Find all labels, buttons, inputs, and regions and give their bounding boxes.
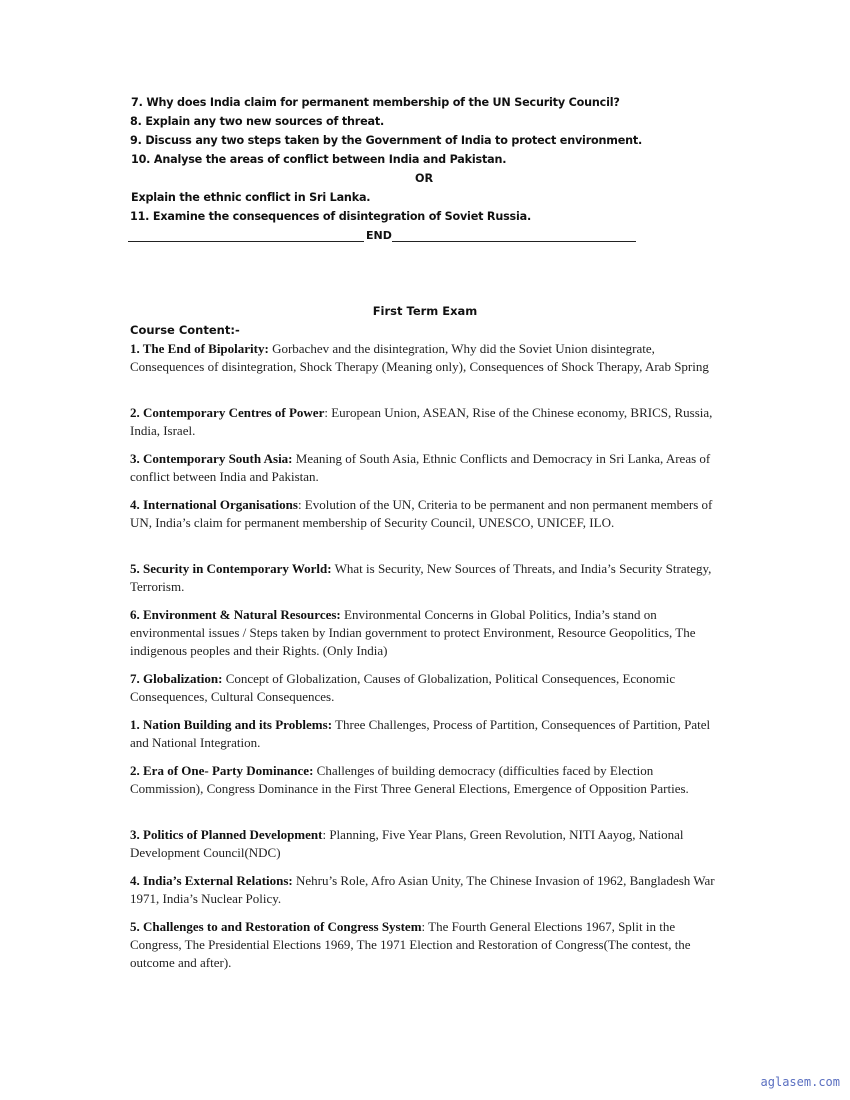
topic-title: 2. Era of One- Party Dominance: <box>130 763 314 778</box>
question-10: 10. Analyse the areas of conflict between India and Pakistan. <box>131 153 507 166</box>
or-separator: OR <box>415 172 434 185</box>
topic-text: Three Challenges, Process of Partition, Consequences of Partition, Patel and National Integration. <box>130 717 711 750</box>
topic-congress-system <box>130 918 720 972</box>
topic-text: What is Security, New Sources of Threats, and India’s Security Strategy, Terrorism. <box>130 561 712 594</box>
topic-one-party-dominance <box>130 762 720 798</box>
end-marker: END <box>366 229 392 242</box>
topic-text: Concept of Globalization, Causes of Globalization, Political Consequences, Economic Consequences, Cultural Consequences. <box>130 671 676 704</box>
topic-text: Environmental Concerns in Global Politics, India’s stand on environmental issues / Steps taken by Indian government to protect Environment, Resource Geopolitics, The indigenous peoples and their Rights. (Only India) <box>130 607 696 658</box>
topic-text: : Evolution of the UN, Criteria to be permanent and non permanent members of UN, India’s claim for permanent membership of Security Council, UNESCO, UNICEF, ILO. <box>130 497 713 530</box>
topic-nation-building <box>130 716 720 752</box>
topic-end-of-bipolarity <box>130 340 720 376</box>
end-rule-left <box>128 241 364 242</box>
topic-planned-development <box>130 826 720 862</box>
topic-environment <box>130 606 720 660</box>
topic-title: 5. Challenges to and Restoration of Congress System <box>130 919 422 934</box>
topic-text: Challenges of building democracy (difficulties faced by Election Commission), Congress Dominance in the First Three General Elections, Emergence of Opposition Parties. <box>130 763 689 796</box>
exam-title: First Term Exam <box>372 304 478 318</box>
question-11: 11. Examine the consequences of disintegration of Soviet Russia. <box>130 210 532 223</box>
question-8: 8. Explain any two new sources of threat. <box>130 115 385 128</box>
topic-external-relations <box>130 872 720 908</box>
topic-text: : The Fourth General Elections 1967, Split in the Congress, The Presidential Elections 1969, The 1971 Election and Restoration of Congress(The contest, the outcome and after). <box>130 919 691 970</box>
end-rule-right <box>392 241 636 242</box>
question-7: 7. Why does India claim for permanent membership of the UN Security Council? <box>131 96 620 109</box>
course-content-label: Course Content:- <box>130 323 240 337</box>
topic-security <box>130 560 720 596</box>
topic-title: 2. Contemporary Centres of Power <box>130 405 325 420</box>
topic-text: Gorbachev and the disintegration, Why did the Soviet Union disintegrate, Consequences of disintegration, Shock Therapy (Meaning only), Consequences of Shock Therapy, Arab Spring <box>130 341 709 374</box>
topic-title: 5. Security in Contemporary World: <box>130 561 332 576</box>
topic-title: 3. Politics of Planned Development <box>130 827 323 842</box>
topic-title: 4. India’s External Relations: <box>130 873 293 888</box>
question-10-alt: Explain the ethnic conflict in Sri Lanka. <box>131 191 371 204</box>
topic-title: 4. International Organisations <box>130 497 298 512</box>
topic-text: Meaning of South Asia, Ethnic Conflicts and Democracy in Sri Lanka, Areas of conflict between India and Pakistan. <box>130 451 711 484</box>
watermark-link[interactable]: aglasem.com <box>760 1075 840 1089</box>
topic-title: 7. Globalization: <box>130 671 223 686</box>
topic-title: 1. Nation Building and its Problems: <box>130 717 333 732</box>
topic-centres-of-power <box>130 404 720 440</box>
topic-south-asia <box>130 450 720 486</box>
end-marker-line <box>128 229 636 245</box>
topic-international-organisations <box>130 496 720 532</box>
topic-text: Nehru’s Role, Afro Asian Unity, The Chinese Invasion of 1962, Bangladesh War 1971, India’s Nuclear Policy. <box>130 873 715 906</box>
topic-globalization <box>130 670 720 706</box>
topic-text: : European Union, ASEAN, Rise of the Chinese economy, BRICS, Russia, India, Israel. <box>130 405 713 438</box>
topic-title: 3. Contemporary South Asia: <box>130 451 293 466</box>
topic-title: 1. The End of Bipolarity: <box>130 341 269 356</box>
question-9: 9. Discuss any two steps taken by the Government of India to protect environment. <box>130 134 643 147</box>
topic-title: 6. Environment & Natural Resources: <box>130 607 341 622</box>
topic-text: : Planning, Five Year Plans, Green Revolution, NITI Aayog, National Development Council(NDC) <box>130 827 684 860</box>
